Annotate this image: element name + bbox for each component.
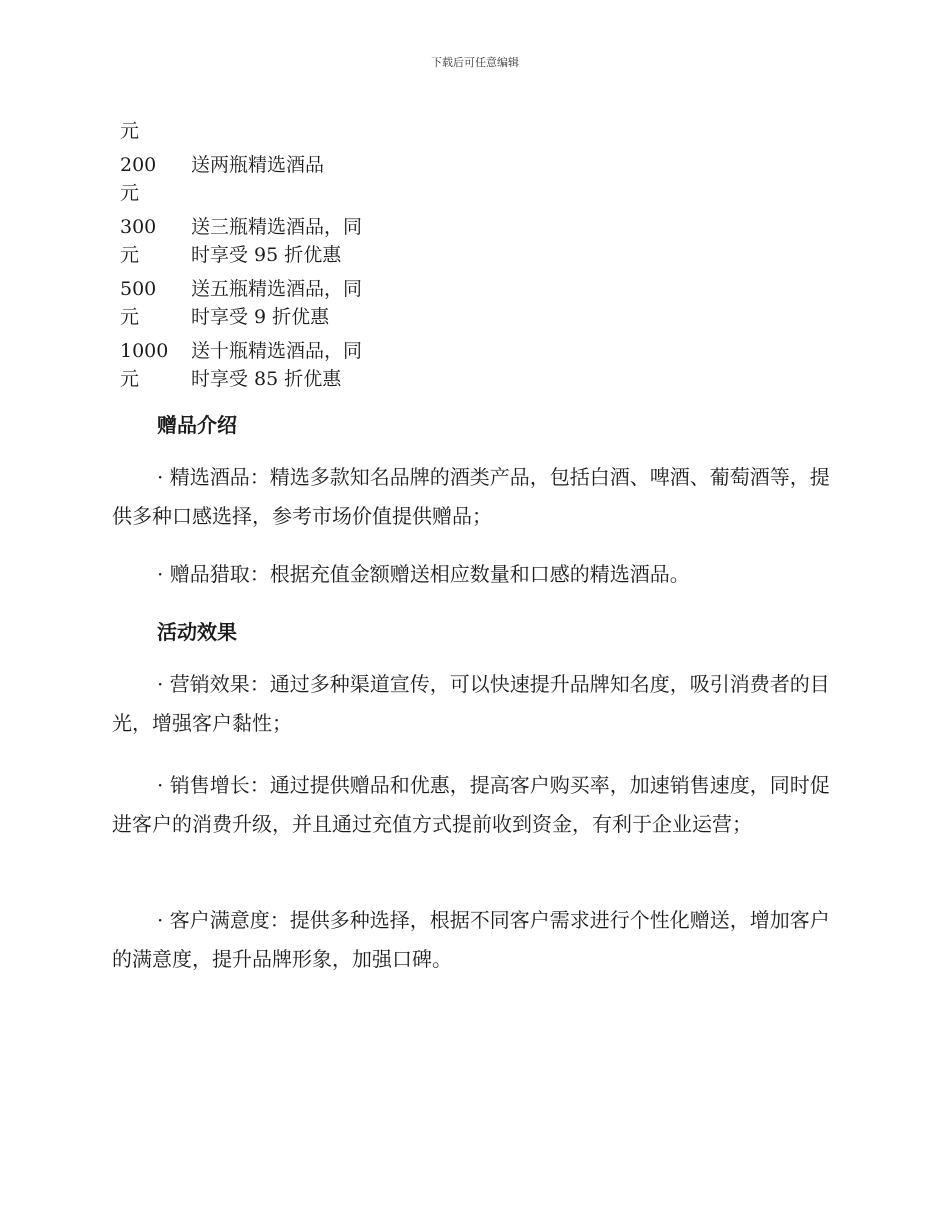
- paragraph-effect-sales: · 销售增长：通过提供赠品和优惠，提高客户购买率，加速销售速度，同时促进客户的消费升级，并且通过充值方式提前收到资金，有利于企业运营；: [112, 773, 830, 836]
- tier-amount-value: 500: [120, 278, 157, 300]
- tier-description: [191, 213, 391, 269]
- section-heading-effects: 活动效果: [157, 620, 237, 644]
- paragraph-gift-wine: · 精选酒品：精选多款知名品牌的酒类产品，包括白酒、啤酒、葡萄酒等，提供多种口感选择，参考市场价值提供赠品；: [112, 465, 830, 528]
- paragraph-gift-acquire: · 赠品猎取：根据充值金额赠送相应数量和口感的精选酒品。: [157, 562, 690, 586]
- page-header-note: 下载后可任意编辑: [431, 56, 519, 69]
- tier-row-continuation: [120, 117, 191, 145]
- tier-row-1000: [120, 337, 391, 393]
- paragraph-effect-satisfaction: · 客户满意度：提供多种选择，根据不同客户需求进行个性化赠送，增加客户的满意度，提升品牌形象，加强口碑。: [112, 908, 830, 971]
- tier-amount: [120, 213, 191, 269]
- tier-description-line: 时享受 9 折优惠: [191, 306, 330, 328]
- tier-amount-value: 200: [120, 154, 157, 176]
- tier-amount-unit: 元: [120, 368, 140, 390]
- tier-amount-unit: 元: [120, 306, 140, 328]
- tier-amount-unit: 元: [120, 120, 140, 142]
- tier-amount: [120, 275, 191, 331]
- tier-row-300: [120, 213, 391, 269]
- tier-description-line: 时享受 85 折优惠: [191, 368, 342, 390]
- tier-amount: [120, 151, 191, 207]
- tier-description-line: 送十瓶精选酒品，同: [191, 340, 363, 362]
- tier-row-500: [120, 275, 391, 331]
- tier-amount: [120, 337, 191, 393]
- tier-amount-unit: 元: [120, 182, 140, 204]
- tier-amount-unit: 元: [120, 244, 140, 266]
- tier-description: [191, 275, 391, 331]
- tier-description-line: 时享受 95 折优惠: [191, 244, 342, 266]
- tier-description: [191, 337, 391, 393]
- tier-description-line: 送三瓶精选酒品，同: [191, 216, 363, 238]
- section-heading-gifts: 赠品介绍: [157, 413, 237, 437]
- tier-row-200: [120, 151, 391, 207]
- paragraph-effect-marketing: · 营销效果：通过多种渠道宣传，可以快速提升品牌知名度，吸引消费者的目光，增强客户黏性；: [112, 672, 830, 735]
- tier-amount-value: 1000: [120, 340, 169, 362]
- tier-description-line: 送五瓶精选酒品，同: [191, 278, 363, 300]
- tier-description: [191, 151, 391, 207]
- tier-amount-value: 300: [120, 216, 157, 238]
- tier-description-line: 送两瓶精选酒品: [191, 154, 325, 176]
